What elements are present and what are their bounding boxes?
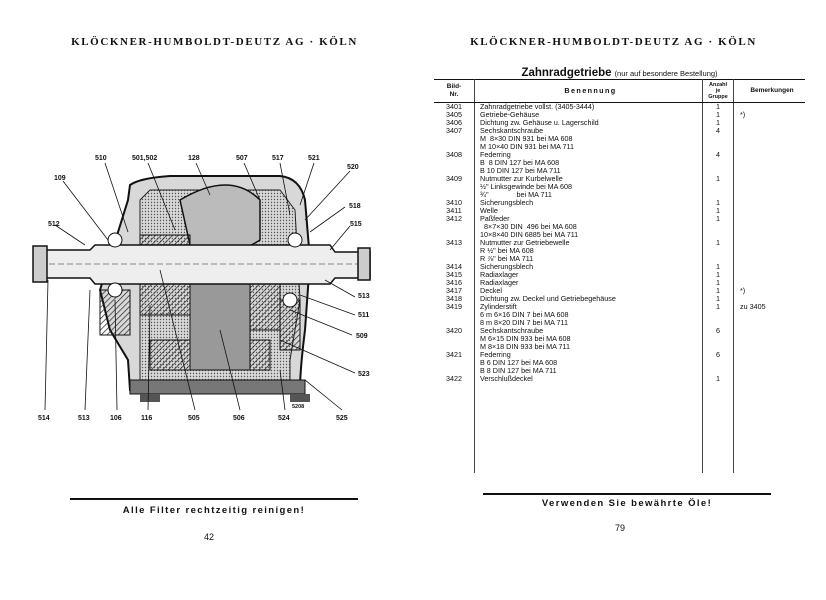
part-variant: B 10 DIN 127 bei MA 711 xyxy=(480,166,561,175)
parts-table-body xyxy=(434,103,805,474)
cell-bild-nr: 3407 xyxy=(434,127,475,151)
cell-benennung xyxy=(475,279,703,287)
callout-514: 514 xyxy=(38,415,50,420)
cell-bild-nr: 3408 xyxy=(434,151,475,175)
column-header-benennung: Benennung xyxy=(475,80,703,103)
cell-bild-nr: 3413 xyxy=(434,239,475,263)
part-name: Nutmutter zur Kurbelwelle xyxy=(480,174,563,183)
part-name: Zylinderstift xyxy=(480,302,517,311)
cell-bild-nr: 3418 xyxy=(434,295,475,303)
left-footer-text: Alle Filter rechtzeitig reinigen! xyxy=(122,505,306,516)
part-variant: 10×8×40 DIN 6885 bei MA 711 xyxy=(480,230,579,239)
part-variant: 6 m 6×16 DIN 7 bei MA 608 xyxy=(480,310,569,319)
cell-anzahl: 1 xyxy=(703,119,734,127)
table-row xyxy=(434,175,805,199)
callout-525: 525 xyxy=(336,415,348,420)
part-name: Verschlußdeckel xyxy=(480,374,533,383)
callout-524: 524 xyxy=(278,415,290,420)
empty-cell xyxy=(475,383,703,473)
cell-bild-nr: 3410 xyxy=(434,199,475,207)
part-variant: 8 m 8×20 DIN 7 bei MA 711 xyxy=(480,318,568,327)
part-variant: M 10×40 DIN 931 bei MA 711 xyxy=(480,142,574,151)
callout-509: 509 xyxy=(356,333,368,340)
cell-benennung xyxy=(475,375,703,383)
callout-501-502: 501,502 xyxy=(132,155,158,162)
callout-515: 515 xyxy=(350,221,362,228)
table-row xyxy=(434,351,805,375)
callout-505: 505 xyxy=(188,415,200,420)
cell-anzahl: 1 xyxy=(703,175,734,199)
part-name: Welle xyxy=(480,206,498,215)
table-filler-row xyxy=(434,383,805,473)
cell-bild-nr: 3409 xyxy=(434,175,475,199)
cell-bemerkungen xyxy=(734,239,806,263)
part-name: Deckel xyxy=(480,286,502,295)
right-page xyxy=(413,0,826,600)
column-header-nr: Bild- Nr. xyxy=(434,80,475,103)
callout-511: 511 xyxy=(358,312,370,319)
part-name: Sechskantschraube xyxy=(480,326,544,335)
part-variant: ½" Linksgewinde bei MA 608 xyxy=(480,182,573,191)
cell-bild-nr: 3411 xyxy=(434,207,475,215)
cell-bemerkungen xyxy=(734,215,806,239)
cell-benennung xyxy=(475,239,703,263)
part-name: Dichtung zw. Gehäuse u. Lagerschild xyxy=(480,118,599,127)
cell-anzahl: 4 xyxy=(703,151,734,175)
part-name: Radiaxlager xyxy=(480,278,519,287)
right-page-header: KLÖCKNER-HUMBOLDT-DEUTZ AG · KÖLN xyxy=(470,36,757,48)
cell-benennung xyxy=(475,351,703,375)
part-variant: R ½" bei MA 608 xyxy=(480,246,534,255)
left-page-number: 42 xyxy=(204,532,215,542)
cell-bemerkungen xyxy=(734,207,806,215)
callout-513-right: 513 xyxy=(358,293,370,300)
callout-513-left: 513 xyxy=(78,415,90,420)
part-name: Radiaxlager xyxy=(480,270,519,279)
cell-anzahl: 1 xyxy=(703,103,734,112)
cell-bild-nr: 3417 xyxy=(434,287,475,295)
cell-bild-nr: 3415 xyxy=(434,271,475,279)
part-name: Sicherungsblech xyxy=(480,198,534,207)
part-variant: M 8×30 DIN 931 bei MA 608 xyxy=(480,134,573,143)
cell-benennung xyxy=(475,127,703,151)
cell-benennung xyxy=(475,327,703,351)
cell-anzahl: 1 xyxy=(703,215,734,239)
cell-anzahl: 6 xyxy=(703,327,734,351)
part-variant: ¾" bei MA 711 xyxy=(480,190,552,199)
part-variant: M 6×15 DIN 933 bei MA 608 xyxy=(480,334,571,343)
empty-cell xyxy=(434,383,475,473)
cell-bild-nr: 3419 xyxy=(434,303,475,327)
left-page-header: KLÖCKNER-HUMBOLDT-DEUTZ AG · KÖLN xyxy=(71,36,358,48)
cell-bemerkungen xyxy=(734,271,806,279)
cell-anzahl: 1 xyxy=(703,303,734,327)
cell-anzahl: 1 xyxy=(703,199,734,207)
part-name: Federring xyxy=(480,150,511,159)
cell-anzahl: 1 xyxy=(703,295,734,303)
cell-anzahl: 4 xyxy=(703,127,734,151)
column-header-bemerkungen: Bemerkungen xyxy=(734,80,806,103)
cell-bemerkungen: *) xyxy=(740,286,746,295)
cell-anzahl: 6 xyxy=(703,351,734,375)
part-variant: B 8 DIN 127 bei MA 608 xyxy=(480,158,560,167)
callout-521: 521 xyxy=(308,155,320,162)
callout-510: 510 xyxy=(95,155,107,162)
callout-506: 506 xyxy=(233,415,245,420)
table-header-row xyxy=(434,80,805,103)
right-footer-text: Verwenden Sie bewährte Öle! xyxy=(541,498,713,509)
cell-bemerkungen: zu 3405 xyxy=(740,302,766,311)
cell-bild-nr: 3401 xyxy=(434,103,475,112)
table-row xyxy=(434,215,805,239)
callout-116: 116 xyxy=(141,415,153,420)
callout-5208: 5208 xyxy=(292,404,305,410)
part-variant: B 8 DIN 127 bei MA 711 xyxy=(480,366,557,375)
cell-bemerkungen xyxy=(734,327,806,351)
cell-bemerkungen xyxy=(734,263,806,271)
table-row xyxy=(434,303,805,327)
part-variant: R ⅞" bei MA 711 xyxy=(480,254,534,263)
cell-bemerkungen xyxy=(734,351,806,375)
parts-table xyxy=(434,79,805,473)
table-title: Zahnradgetriebe xyxy=(521,67,612,79)
cell-benennung xyxy=(475,175,703,199)
callout-518: 518 xyxy=(349,203,361,210)
cell-bemerkungen xyxy=(734,119,806,127)
part-name: Sicherungsblech xyxy=(480,262,534,271)
left-footer-rule xyxy=(70,498,358,500)
cell-anzahl: 1 xyxy=(703,263,734,271)
cell-anzahl: 1 xyxy=(703,279,734,287)
column-header-anzahl: Anzahl je Gruppe xyxy=(703,80,734,103)
right-page-number: 79 xyxy=(615,523,626,533)
callout-512: 512 xyxy=(48,221,60,228)
cell-benennung xyxy=(475,215,703,239)
part-name: Getriebe-Gehäuse xyxy=(480,110,540,119)
table-row xyxy=(434,239,805,263)
cell-bemerkungen xyxy=(734,151,806,175)
table-row xyxy=(434,327,805,351)
cell-anzahl: 1 xyxy=(703,239,734,263)
part-name: Federring xyxy=(480,350,511,359)
part-name: Nutmutter zur Getriebewelle xyxy=(480,238,570,247)
part-variant: 8×7×30 DIN 496 bei MA 608 xyxy=(480,222,577,231)
cell-bild-nr: 3422 xyxy=(434,375,475,383)
cell-bild-nr: 3414 xyxy=(434,263,475,271)
part-variant: B 6 DIN 127 bei MA 608 xyxy=(480,358,558,367)
cell-bemerkungen: *) xyxy=(740,110,746,119)
cell-anzahl: 1 xyxy=(703,375,734,383)
cell-bemerkungen xyxy=(734,127,806,151)
gearbox-cross-section-drawing xyxy=(0,0,413,420)
callout-128: 128 xyxy=(188,155,200,162)
callout-106: 106 xyxy=(110,415,122,420)
cell-bild-nr: 3406 xyxy=(434,119,475,127)
table-row xyxy=(434,375,805,383)
cell-bild-nr: 3412 xyxy=(434,215,475,239)
callout-523: 523 xyxy=(358,371,370,378)
empty-cell xyxy=(734,383,806,473)
cell-bemerkungen xyxy=(734,375,806,383)
part-name: Paßfeder xyxy=(480,214,510,223)
cell-benennung xyxy=(475,303,703,327)
cell-bild-nr: 3421 xyxy=(434,351,475,375)
part-name: Dichtung zw. Deckel und Getriebegehäuse xyxy=(480,294,616,303)
cell-anzahl: 1 xyxy=(703,287,734,295)
table-row xyxy=(434,151,805,175)
cell-anzahl: 1 xyxy=(703,207,734,215)
part-name: Zahnradgetriebe vollst. (3405-3444) xyxy=(480,102,595,111)
callout-507: 507 xyxy=(236,155,248,162)
cell-bemerkungen xyxy=(734,175,806,199)
callout-520: 520 xyxy=(347,164,359,171)
cell-bemerkungen xyxy=(734,199,806,207)
cell-benennung xyxy=(475,151,703,175)
table-subtitle: (nur auf besondere Bestellung) xyxy=(614,69,718,78)
empty-cell xyxy=(703,383,734,473)
cell-bild-nr: 3416 xyxy=(434,279,475,287)
cell-anzahl: 1 xyxy=(703,111,734,119)
cell-bild-nr: 3420 xyxy=(434,327,475,351)
cell-anzahl: 1 xyxy=(703,271,734,279)
part-variant: M 8×18 DIN 933 bei MA 711 xyxy=(480,342,570,351)
callout-517: 517 xyxy=(272,155,284,162)
cell-benennung xyxy=(475,199,703,207)
cell-bild-nr: 3405 xyxy=(434,111,475,119)
table-row xyxy=(434,127,805,151)
callout-109: 109 xyxy=(54,175,66,182)
part-name: Sechskantschraube xyxy=(480,126,544,135)
right-footer-rule xyxy=(483,493,771,495)
